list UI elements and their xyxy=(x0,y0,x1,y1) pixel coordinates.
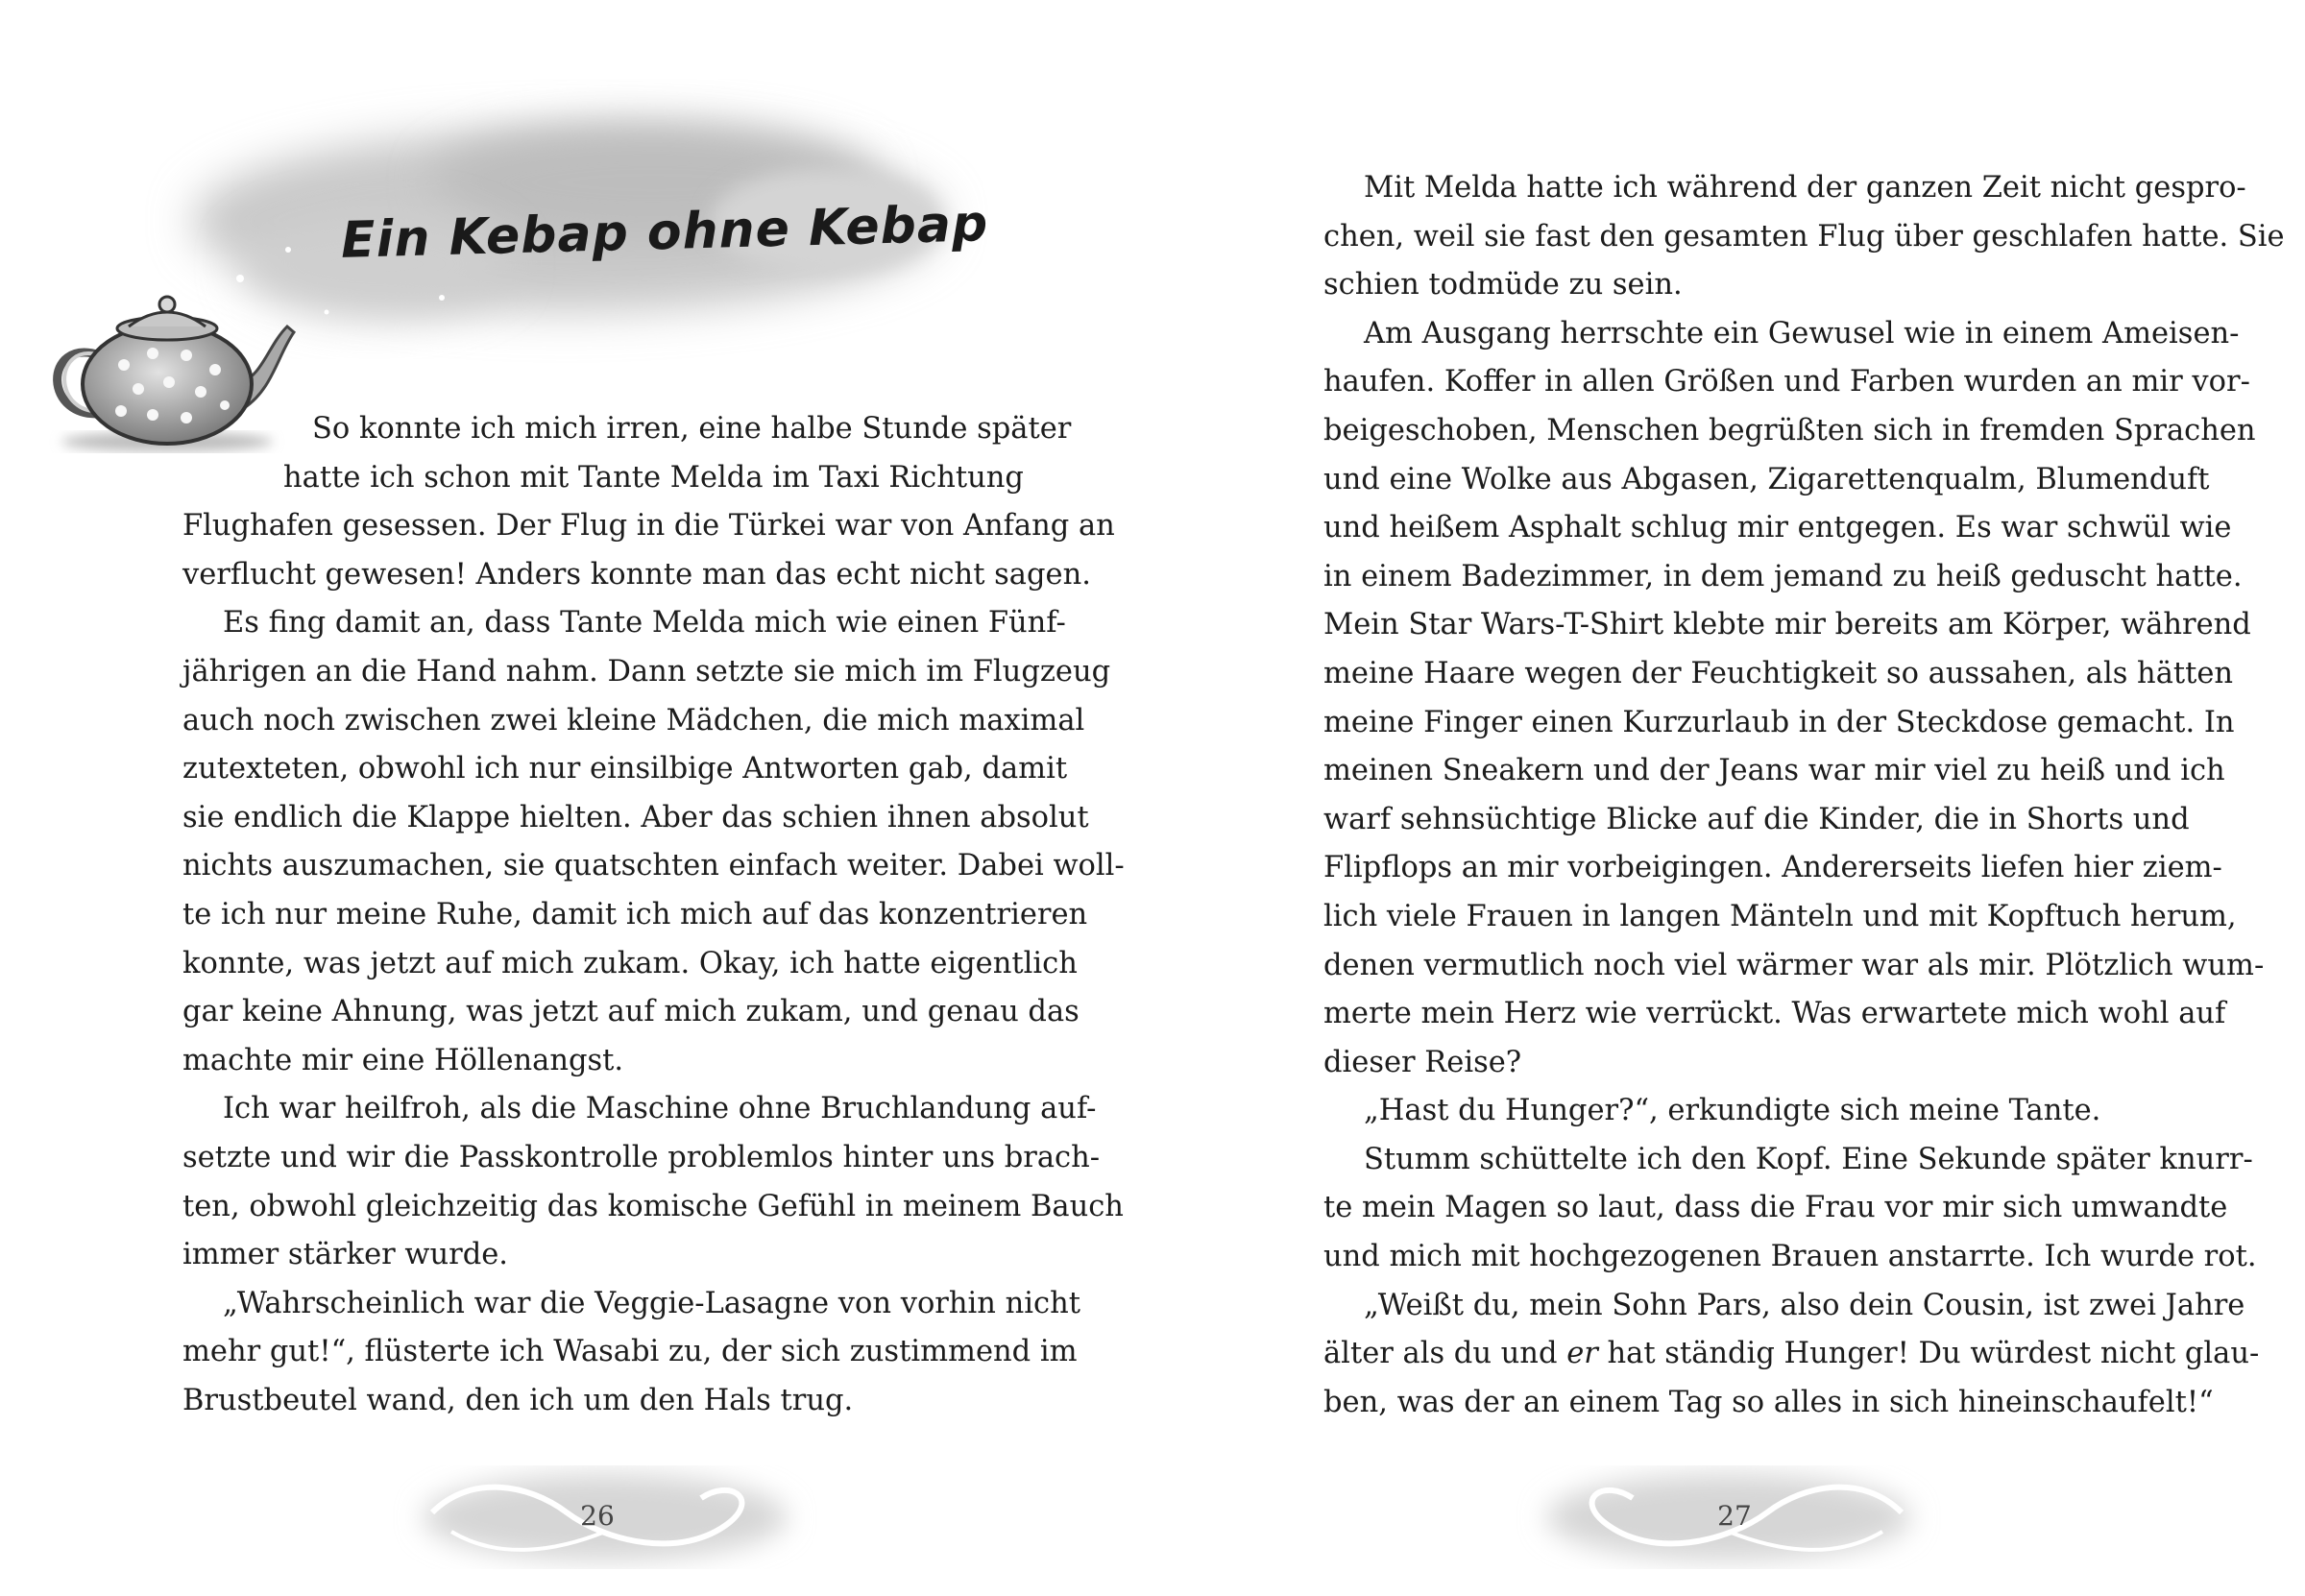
text-line: und mich mit hochgezogenen Brauen anstarrte. Ich wurde rot. xyxy=(1323,1240,2257,1274)
text-line: merte mein Herz wie verrückt. Was erwartete mich wohl auf xyxy=(1323,997,2226,1031)
text-line: Flughafen gesessen. Der Flug in die Türkei war von Anfang an xyxy=(182,509,1115,544)
text-line: ten, obwohl gleichzeitig das komische Gefühl in meinem Bauch xyxy=(182,1189,1124,1223)
text-line: sie endlich die Klappe hielten. Aber das schien ihnen absolut xyxy=(182,800,1089,834)
text-line: jährigen an die Hand nahm. Dann setzte sie mich im Flugzeug xyxy=(182,654,1111,689)
text-line: Mein Star Wars-T-Shirt klebte mir bereits am Körper, während xyxy=(1323,608,2251,642)
chapter-title: Ein Kebap ohne Kebap xyxy=(340,195,989,270)
left-page-text xyxy=(182,405,1125,1425)
text-line: chen, weil sie fast den gesamten Flug über geschlafen hatte. Sie xyxy=(1323,219,2285,254)
text-line: Es fing damit an, dass Tante Melda mich wie einen Fünf- xyxy=(223,606,1066,641)
text-line: „Weißt du, mein Sohn Pars, also dein Cousin, ist zwei Jahre xyxy=(1364,1288,2245,1322)
text-line: beigeschoben, Menschen begrüßten sich in fremden Sprachen xyxy=(1323,413,2256,447)
text-line: auch noch zwischen zwei kleine Mädchen, die mich maximal xyxy=(182,703,1085,738)
text-line: konnte, was jetzt auf mich zukam. Okay, ich hatte eigentlich xyxy=(182,946,1078,980)
text-line: gar keine Ahnung, was jetzt auf mich zukam, und genau das xyxy=(182,995,1080,1029)
text-line: Stumm schüttelte ich den Kopf. Eine Sekunde später knurr- xyxy=(1364,1142,2253,1176)
text-line: nichts auszumachen, sie quatschten einfach weiter. Dabei woll- xyxy=(182,849,1125,883)
text-line: verflucht gewesen! Anders konnte man das echt nicht sagen. xyxy=(182,557,1091,592)
text-line: Am Ausgang herrschte ein Gewusel wie in einem Ameisen- xyxy=(1364,316,2240,351)
text-line: in einem Badezimmer, in dem jemand zu heiß geduscht hatte. xyxy=(1323,559,2243,593)
text-line: Flipflops an mir vorbeigingen. Andererseits liefen hier ziem- xyxy=(1323,851,2222,885)
text-line: hatte ich schon mit Tante Melda im Taxi Richtung xyxy=(283,460,1024,495)
text-line: dieser Reise? xyxy=(1323,1045,1522,1079)
text-line: ben, was der an einem Tag so alles in sich hineinschaufelt!“ xyxy=(1323,1385,2214,1419)
text-line: So konnte ich mich irren, eine halbe Stunde später xyxy=(312,412,1072,446)
text-line xyxy=(1323,1330,2260,1379)
text-line: denen vermutlich noch viel wärmer war als mir. Plötzlich wum- xyxy=(1323,948,2265,982)
text-line: meinen Sneakern und der Jeans war mir viel zu heiß und ich xyxy=(1323,754,2225,788)
text-line: haufen. Koffer in allen Größen und Farben wurden an mir vor- xyxy=(1323,365,2250,399)
text-line: Mit Melda hatte ich während der ganzen Zeit nicht gespro- xyxy=(1364,171,2246,205)
page-number: 27 xyxy=(1717,1500,1752,1532)
left-page xyxy=(0,0,1152,1596)
page-number: 26 xyxy=(580,1500,615,1532)
text-line: „Wahrscheinlich war die Veggie-Lasagne von vorhin nicht xyxy=(223,1286,1081,1320)
text-line: warf sehnsüchtige Blicke auf die Kinder, die in Shorts und xyxy=(1323,802,2190,836)
text-line: zutexteten, obwohl ich nur einsilbige Antworten gab, damit xyxy=(182,752,1068,786)
text-line: meine Haare wegen der Feuchtigkeit so aussahen, als hätten xyxy=(1323,656,2234,690)
text-line: und heißem Asphalt schlug mir entgegen. Es war schwül wie xyxy=(1323,511,2232,545)
text-line: lich viele Frauen in langen Mänteln und mit Kopftuch herum, xyxy=(1323,899,2237,933)
text-line: te ich nur meine Ruhe, damit ich mich auf das konzentrieren xyxy=(182,897,1088,931)
text-segment: hat ständig Hunger! Du würdest nicht glau- xyxy=(1597,1337,2260,1371)
text-line: meine Finger einen Kurzurlaub in der Steckdose gemacht. In xyxy=(1323,705,2235,739)
text-line: mehr gut!“, flüsterte ich Wasabi zu, der sich zustimmend im xyxy=(182,1335,1078,1369)
text-line: setzte und wir die Passkontrolle problemlos hinter uns brach- xyxy=(182,1140,1101,1174)
text-line: „Hast du Hunger?“, erkundigte sich meine Tante. xyxy=(1364,1094,2101,1128)
text-line: te mein Magen so laut, dass die Frau vor mir sich umwandte xyxy=(1323,1191,2228,1225)
text-line: Ich war heilfroh, als die Maschine ohne Bruchlandung auf- xyxy=(223,1092,1097,1126)
text-line: und eine Wolke aus Abgasen, Zigarettenqualm, Blumenduft xyxy=(1323,462,2210,496)
text-segment: älter als du und xyxy=(1323,1337,1567,1371)
text-line: Brustbeutel wand, den ich um den Hals trug. xyxy=(182,1383,854,1417)
text-line: schien todmüde zu sein. xyxy=(1323,268,1683,302)
emphasized-word: er xyxy=(1566,1337,1598,1371)
right-page-text xyxy=(1323,164,2285,1427)
text-line: immer stärker wurde. xyxy=(182,1238,508,1272)
text-line: machte mir eine Höllenangst. xyxy=(182,1043,624,1077)
